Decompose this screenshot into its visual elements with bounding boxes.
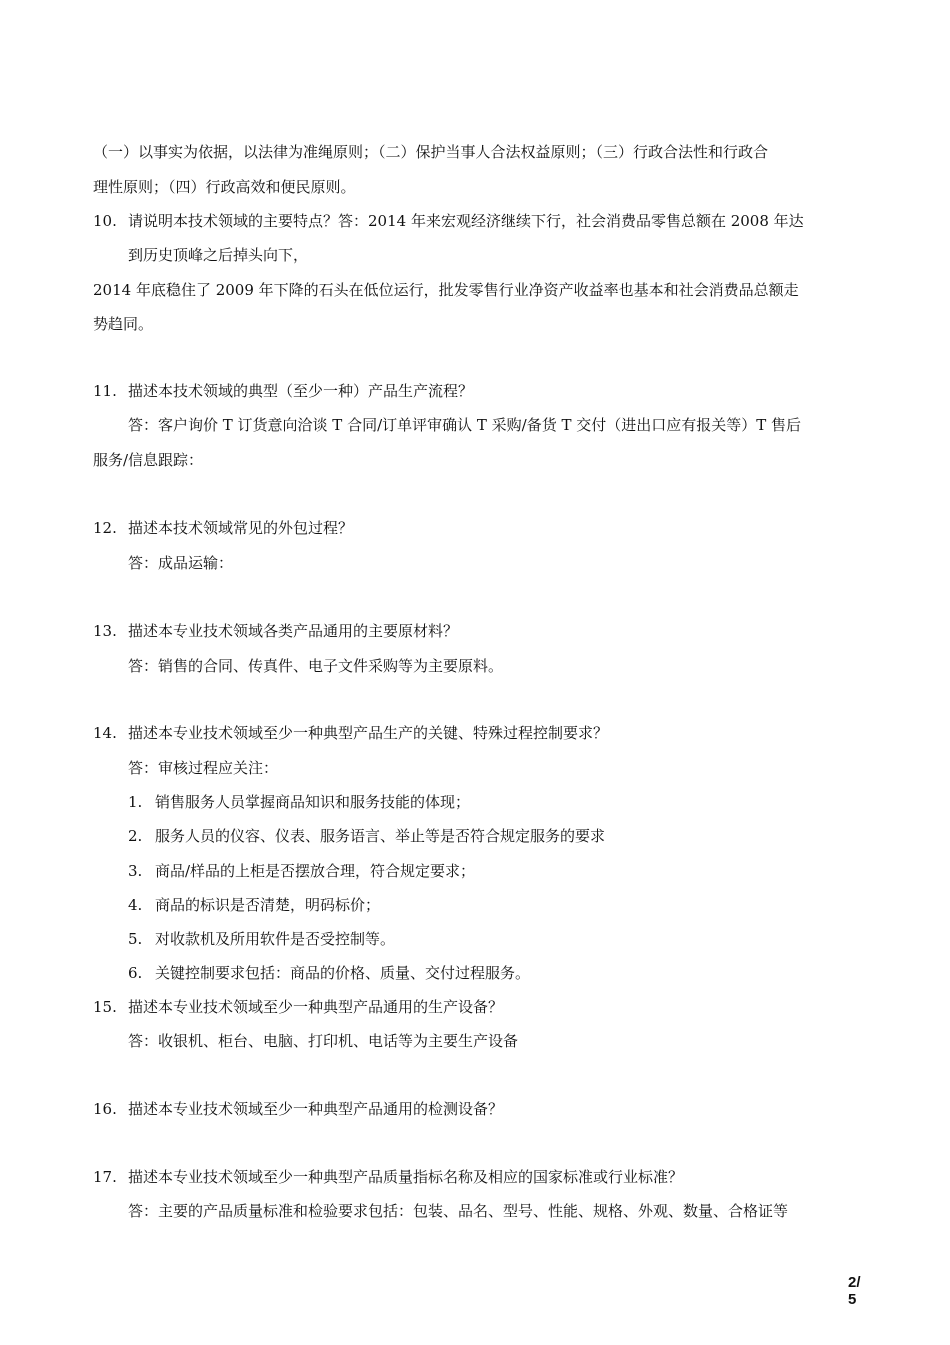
intro-line-1: （一）以事实为依据，以法律为准绳原则；（二）保护当事人合法权益原则；（三）行政合法性和行政合 bbox=[93, 143, 769, 161]
q11-answer: 答：客户询价 T 订货意向洽谈 T 合同/订单评审确认 T 采购/备货 T 交付（进出口应有报关等）T 售后 bbox=[128, 416, 802, 434]
page-total: 5 bbox=[848, 1291, 857, 1308]
q15-answer: 答：收银机、柜台、电脑、打印机、电话等为主要生产设备 bbox=[128, 1032, 519, 1050]
q17-question: 描述本专业技术领域至少一种典型产品质量指标名称及相应的国家标准或行业标准？ bbox=[128, 1168, 684, 1186]
q16-number: 16. bbox=[93, 1100, 117, 1118]
q12-answer: 答：成品运输： bbox=[128, 554, 234, 572]
list-item-number: 6. bbox=[128, 964, 143, 982]
list-item-number: 1. bbox=[128, 793, 143, 811]
q12-number: 12. bbox=[93, 519, 117, 537]
q10-continuation: 到历史顶峰之后掉头向下， bbox=[128, 246, 309, 264]
q11-question: 描述本技术领域的典型（至少一种）产品生产流程？ bbox=[128, 382, 474, 400]
intro-line-2: 理性原则；（四）行政高效和便民原则。 bbox=[93, 178, 356, 196]
q17-answer: 答：主要的产品质量标准和检验要求包括：包装、品名、型号、性能、规格、外观、数量、合格证等 bbox=[128, 1202, 789, 1220]
q10-continuation: 势趋同。 bbox=[93, 315, 154, 333]
q14-number: 14. bbox=[93, 724, 117, 742]
list-item: 对收款机及所用软件是否受控制等。 bbox=[155, 930, 396, 948]
q17-number: 17. bbox=[93, 1168, 117, 1186]
list-item: 商品的标识是否清楚，明码标价； bbox=[155, 896, 381, 914]
list-item: 商品/样品的上柜是否摆放合理，符合规定要求； bbox=[155, 862, 476, 880]
q15-question: 描述本专业技术领域至少一种典型产品通用的生产设备？ bbox=[128, 998, 504, 1016]
list-item-number: 5. bbox=[128, 930, 143, 948]
list-item-number: 4. bbox=[128, 896, 143, 914]
q11-answer-continuation: 服务/信息跟踪： bbox=[93, 451, 204, 469]
list-item: 关键控制要求包括：商品的价格、质量、交付过程服务。 bbox=[155, 964, 531, 982]
list-item: 销售服务人员掌握商品知识和服务技能的体现； bbox=[155, 793, 471, 811]
q11-number: 11. bbox=[93, 382, 117, 400]
q14-answer: 答：审核过程应关注： bbox=[128, 759, 279, 777]
list-item-number: 3. bbox=[128, 862, 143, 880]
list-item: 服务人员的仪容、仪表、服务语言、举止等是否符合规定服务的要求 bbox=[155, 827, 606, 845]
q16-question: 描述本专业技术领域至少一种典型产品通用的检测设备？ bbox=[128, 1100, 504, 1118]
q13-number: 13. bbox=[93, 622, 117, 640]
q10-number: 10. bbox=[93, 212, 117, 230]
list-item-number: 2. bbox=[128, 827, 143, 845]
q10-continuation: 2014 年底稳住了 2009 年下降的石头在低位运行，批发零售行业净资产收益率也基本和社会消费品总额走 bbox=[93, 281, 799, 299]
page-number: 2/ bbox=[848, 1274, 861, 1291]
q12-question: 描述本技术领域常见的外包过程？ bbox=[128, 519, 354, 537]
q14-question: 描述本专业技术领域至少一种典型产品生产的关键、特殊过程控制要求？ bbox=[128, 724, 609, 742]
q13-question: 描述本专业技术领域各类产品通用的主要原材料？ bbox=[128, 622, 459, 640]
q10-question: 请说明本技术领域的主要特点？答：2014 年来宏观经济继续下行，社会消费品零售总额在 2008 年达 bbox=[128, 212, 804, 230]
q13-answer: 答：销售的合同、传真件、电子文件采购等为主要原料。 bbox=[128, 657, 504, 675]
q15-number: 15. bbox=[93, 998, 117, 1016]
